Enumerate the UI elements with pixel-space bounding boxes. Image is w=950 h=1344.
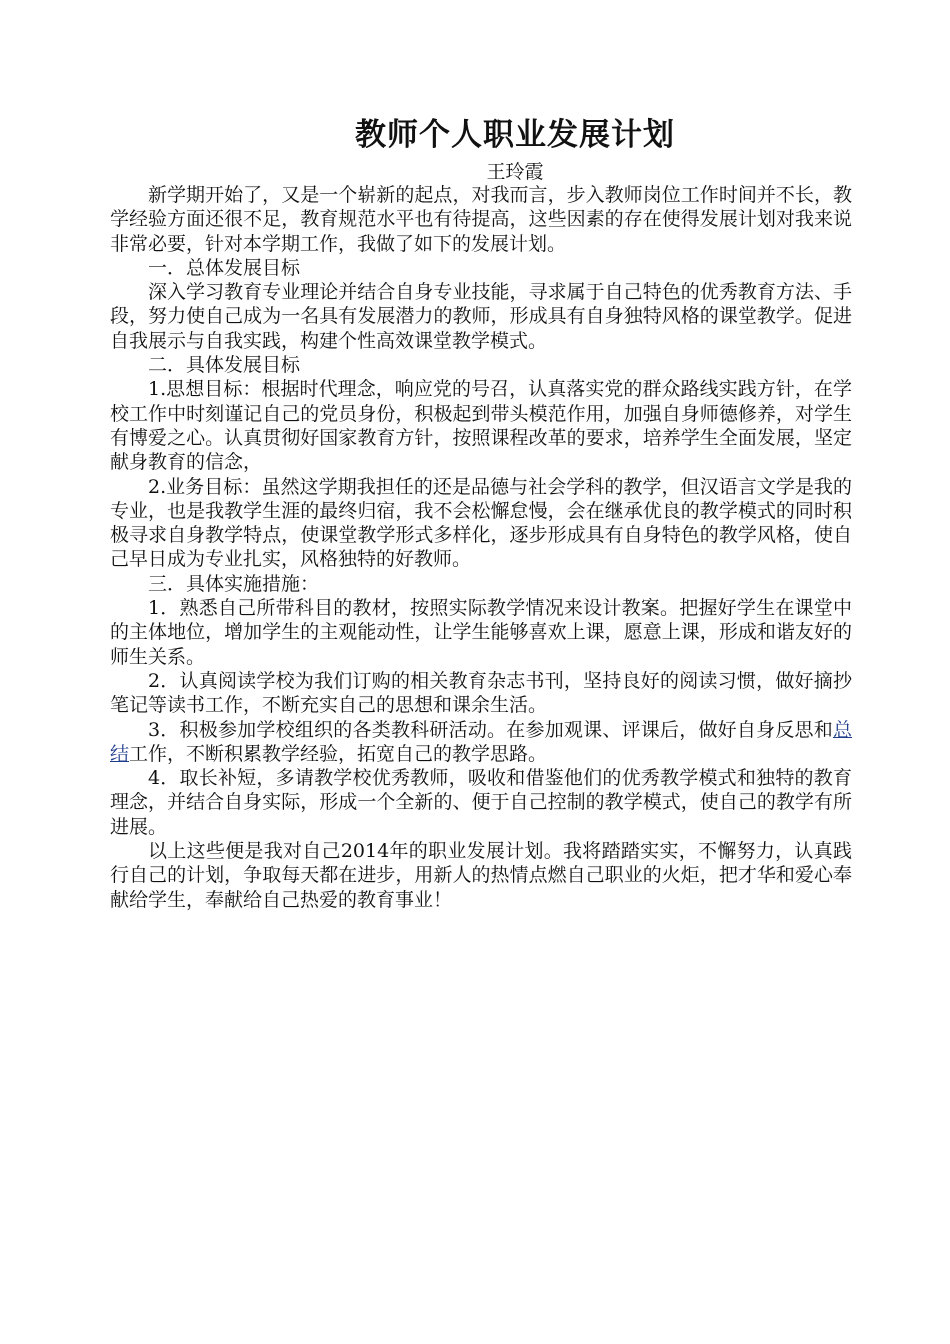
- author-name: 王玲霞: [486, 161, 544, 183]
- measure-3-text-start: 3．积极参加学校组织的各类教科研活动。在参加观课、评课后，做好自身反思和: [148, 718, 833, 741]
- section-heading-overall-goals: 一．总体发展目标: [148, 256, 301, 279]
- measure-2-paragraph: 2．认真阅读学校为我们订购的相关教育杂志书刊，坚持良好的阅读习惯，做好摘抄笔记等读书工作，不断充实自己的思想和课余生活。: [110, 669, 852, 717]
- measure-3-text-end: 工作，不断积累教学经验，拓宽自己的教学思路。: [129, 742, 548, 765]
- ideological-goal-paragraph: 1.思想目标：根据时代理念，响应党的号召，认真落实党的群众路线实践方针，在学校工作中时刻谨记自己的党员身份，积极起到带头模范作用，加强自身师德修养，对学生有博爱之心。认真贯彻好国家教育方针，按照课程改革的要求，培养学生全面发展，坚定献身教育的信念，: [110, 378, 852, 474]
- measure-4-paragraph: 4．取长补短，多请教学校优秀教师，吸收和借鉴他们的优秀教学模式和独特的教育理念，并结合自身实际，形成一个全新的、便于自己控制的教学模式，使自己的教学有所进展。: [110, 767, 852, 838]
- measure-1-paragraph: 1．熟悉自己所带科目的教材，按照实际教学情况来设计教案。把握好学生在课堂中的主体地位，增加学生的主观能动性，让学生能够喜欢上课，愿意上课，形成和谐友好的师生关系。: [110, 597, 852, 668]
- intro-paragraph: 新学期开始了，又是一个崭新的起点，对我而言，步入教师岗位工作时间并不长，教学经验方面还很不足，教育规范水平也有待提高，这些因素的存在使得发展计划对我来说非常必要，针对本学期工作，我做了如下的发展计划。: [110, 184, 852, 255]
- overall-goals-paragraph: 深入学习教育专业理论并结合自身专业技能，寻求属于自己特色的优秀教育方法、手段，努力使自己成为一名具有发展潜力的教师，形成具有自身独特风格的课堂教学。促进自我展示与自我实践，构建个性高效课堂教学模式。: [110, 281, 852, 352]
- measure-3-paragraph: [110, 718, 852, 767]
- conclusion-paragraph: 以上这些便是我对自己2014年的职业发展计划。我将踏踏实实，不懈努力，认真践行自己的计划，争取每天都在进步，用新人的热情点燃自己职业的火炬，把才华和爱心奉献给学生，奉献给自己热爱的教育事业！: [110, 840, 852, 911]
- section-heading-specific-goals: 二．具体发展目标: [148, 354, 301, 377]
- document-body: [110, 183, 852, 912]
- summary-link[interactable]: 总结: [110, 718, 852, 765]
- document-title: 教师个人职业发展计划: [355, 117, 675, 153]
- professional-goal-paragraph: 2.业务目标：虽然这学期我担任的还是品德与社会学科的教学，但汉语言文学是我的专业，也是我教学生涯的最终归宿，我不会松懈怠慢，会在继承优良的教学模式的同时积极寻求自身教学特点，使课堂教学形式多样化，逐步形成具有自身特色的教学风格，使自己早日成为专业扎实，风格独特的好教师。: [110, 475, 852, 571]
- section-heading-measures: 三．具体实施措施：: [148, 572, 320, 595]
